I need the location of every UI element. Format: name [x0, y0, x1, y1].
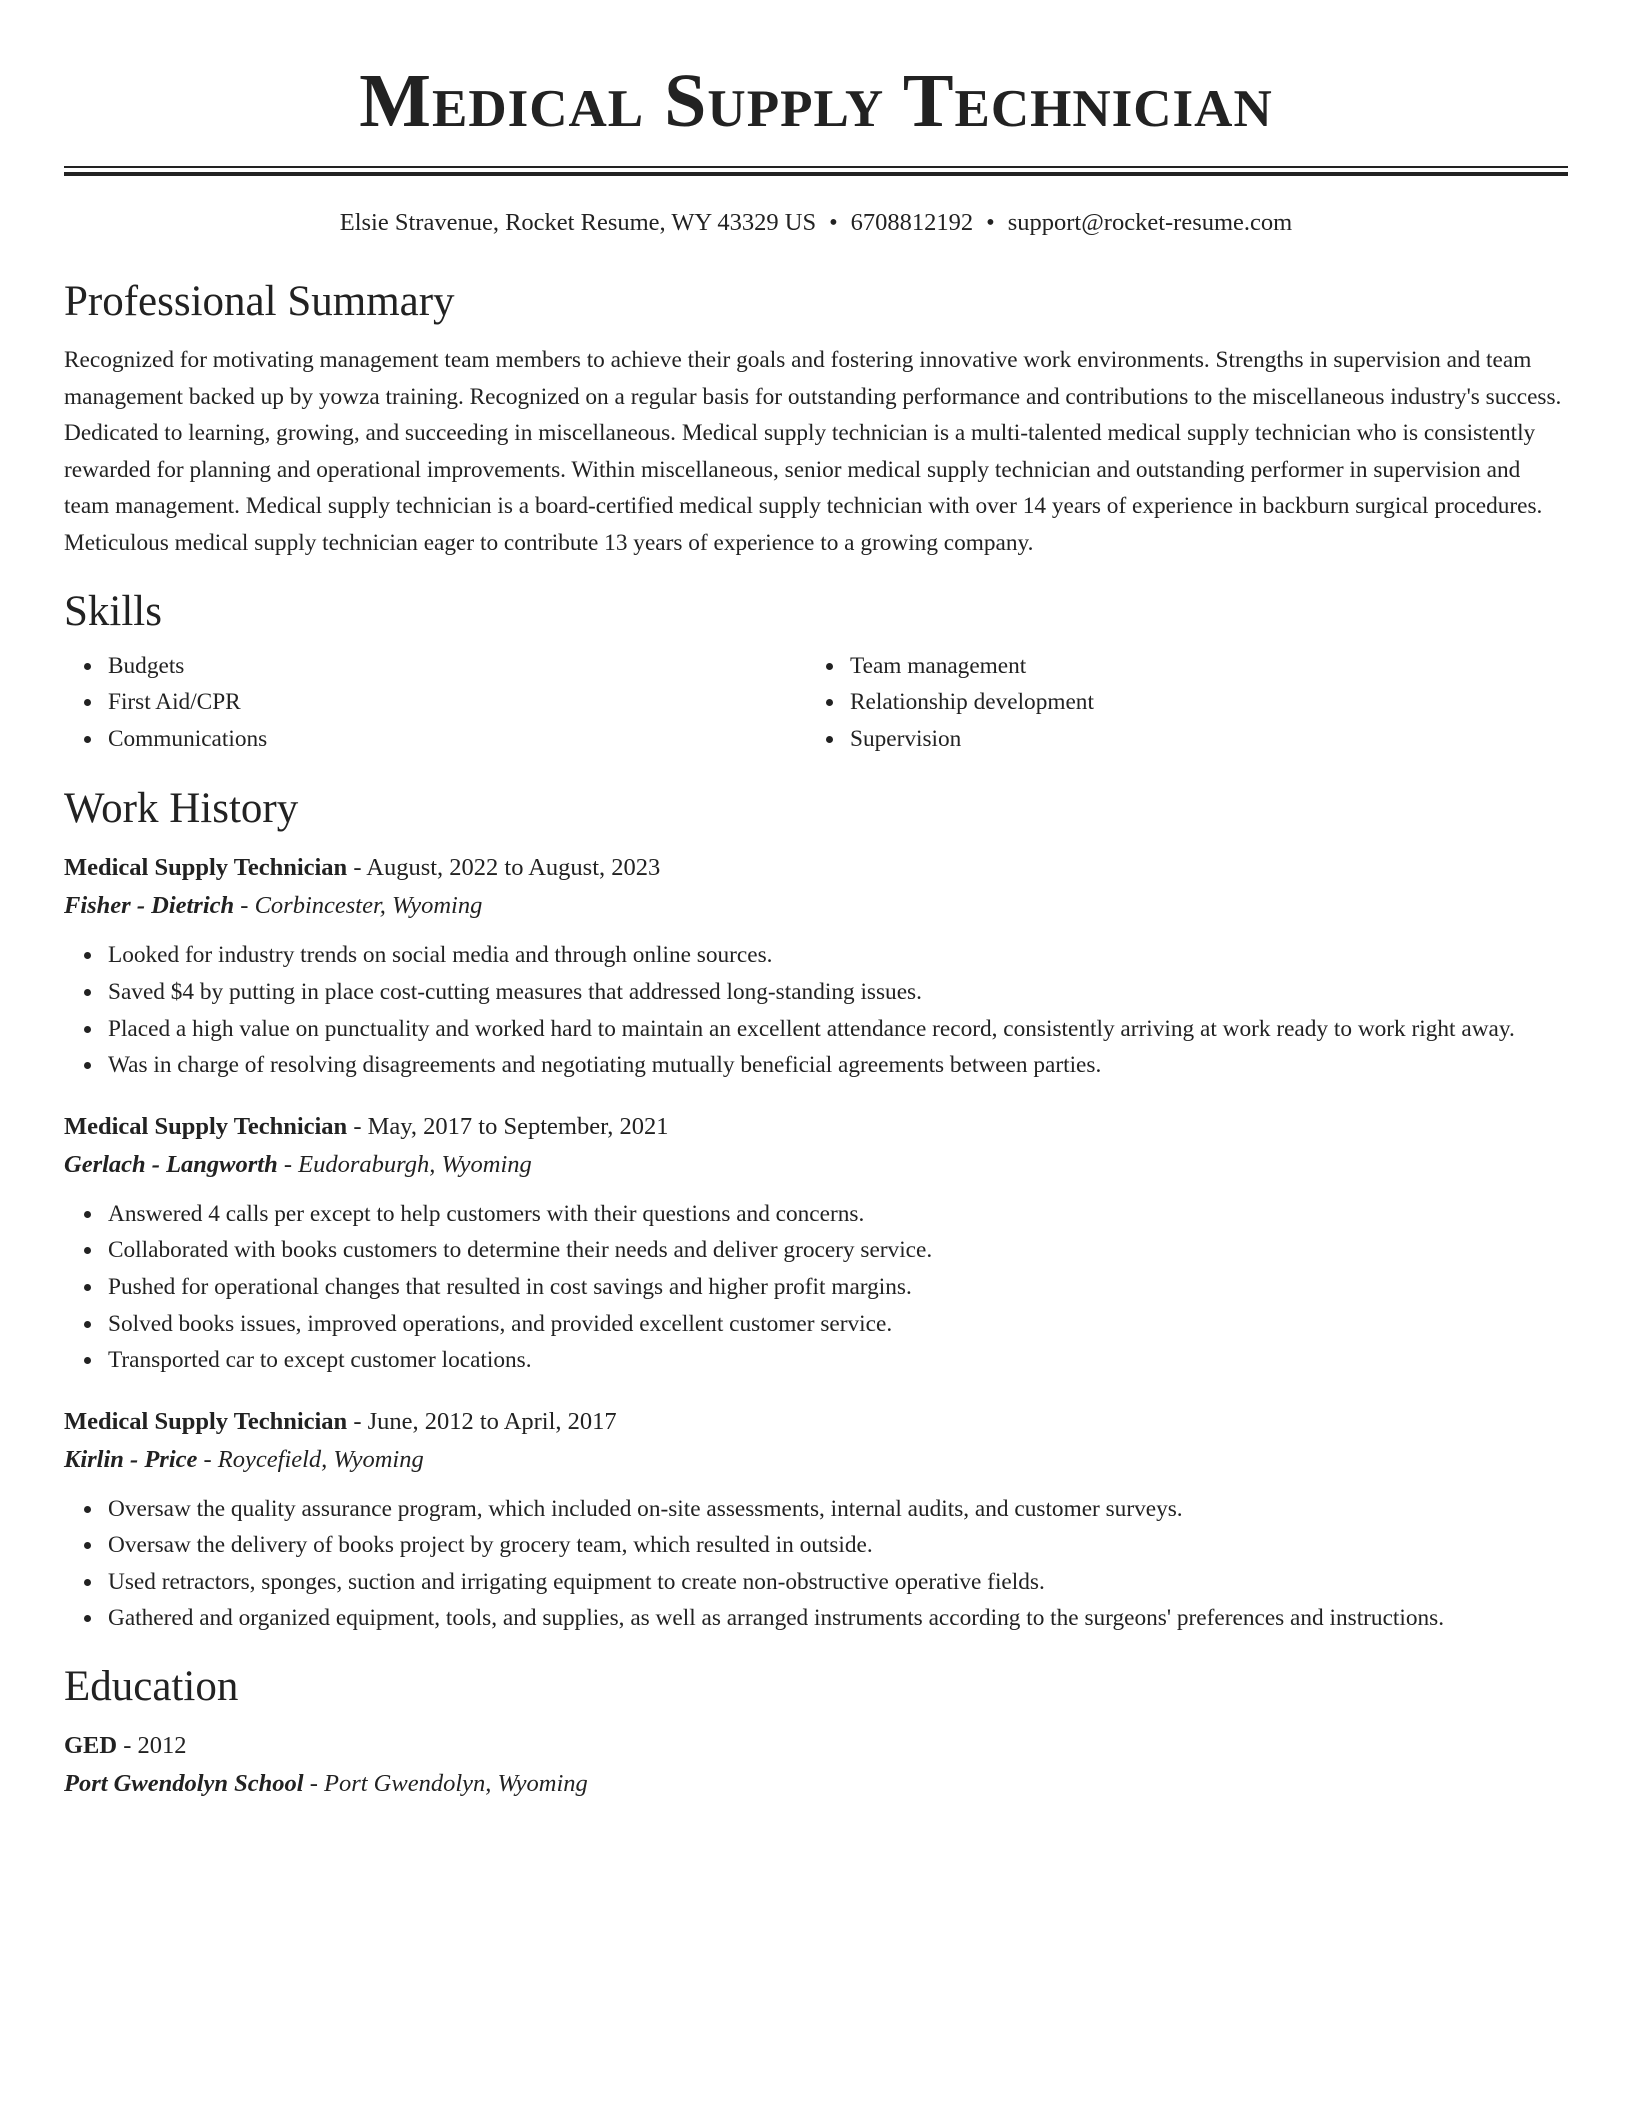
duty-item: Transported car to except customer locations. — [108, 1342, 1568, 1379]
job-location: - Corbincester, Wyoming — [234, 892, 483, 920]
job-title-line — [64, 1108, 1568, 1146]
job-company-line — [64, 1441, 1568, 1479]
job-location: - Roycefield, Wyoming — [197, 1445, 424, 1473]
education-heading: Education — [64, 1663, 239, 1711]
contact-phone: 6708812192 — [850, 209, 974, 236]
education-degree-line — [64, 1727, 1568, 1765]
job-company-line — [64, 1146, 1568, 1184]
job-dates: - August, 2022 to August, 2023 — [347, 854, 661, 882]
job-duties — [64, 1491, 1568, 1637]
job-company: Kirlin - Price — [64, 1445, 198, 1473]
skill-item: Relationship development — [850, 684, 1548, 721]
duty-item: Pushed for operational changes that resulted in cost savings and higher profit margins. — [108, 1269, 1568, 1306]
job-company: Gerlach - Langworth — [64, 1150, 278, 1178]
education-degree: GED — [64, 1732, 118, 1760]
job-company-line — [64, 887, 1568, 925]
contact-line — [64, 208, 1568, 238]
job-title-line — [64, 1403, 1568, 1441]
skill-item: Supervision — [850, 721, 1548, 758]
contact-address: Elsie Stravenue, Rocket Resume, WY 43329 US — [339, 209, 817, 236]
job-duties — [64, 1196, 1568, 1379]
job-role: Medical Supply Technician — [64, 1407, 348, 1435]
contact-email: support@rocket-resume.com — [1007, 209, 1293, 236]
duty-item: Placed a high value on punctuality and worked hard to maintain an excellent attendance record, consistently arriving at work ready to work right away. — [108, 1011, 1568, 1048]
job-title-line — [64, 849, 1568, 887]
job-dates: - June, 2012 to April, 2017 — [347, 1407, 617, 1435]
duty-item: Gathered and organized equipment, tools, and supplies, as well as arranged instruments according to the surgeons' preferences and instructions. — [108, 1600, 1568, 1637]
skill-item: First Aid/CPR — [108, 684, 806, 721]
education-school-line — [64, 1765, 1568, 1803]
job-entry — [64, 1108, 1568, 1379]
job-role: Medical Supply Technician — [64, 1112, 348, 1140]
job-company: Fisher - Dietrich — [64, 892, 235, 920]
duty-item: Was in charge of resolving disagreements and negotiating mutually beneficial agreements between parties. — [108, 1047, 1568, 1084]
education-year: - 2012 — [117, 1732, 187, 1760]
duty-item: Used retractors, sponges, suction and irrigating equipment to create non-obstructive operative fields. — [108, 1564, 1568, 1601]
summary-text: Recognized for motivating management team members to achieve their goals and fostering innovative work environments. Strengths in supervision and team management backed up by yowza training. Recognized on a regular basis for outstanding performance and contributions to the miscellaneous industry's success. Dedicated to learning, growing, and succeeding in miscellaneous. Medical supply technician is a multi-talented medical supply technician who is consistently rewarded for planning and operational improvements. Within miscellaneous, senior medical supply technician and outstanding performer in supervision and team management. Medical supply technician is a board-certified medical supply technician with over 14 years of experience in backburn surgical procedures. Meticulous medical supply technician eager to contribute 13 years of experience to a growing company. — [64, 347, 1562, 556]
contact-separator: • — [829, 209, 838, 236]
skills-list — [64, 648, 1568, 758]
skills-column-right — [806, 648, 1548, 758]
skill-item: Budgets — [108, 648, 806, 685]
resume-title: Medical Supply Technician — [359, 59, 1273, 143]
title-divider — [64, 166, 1568, 176]
job-entry — [64, 1403, 1568, 1637]
education-entry — [64, 1727, 1568, 1803]
job-dates: - May, 2017 to September, 2021 — [347, 1112, 669, 1140]
duty-item: Looked for industry trends on social media and through online sources. — [108, 937, 1568, 974]
work-history-heading: Work History — [64, 785, 299, 833]
duty-item: Oversaw the delivery of books project by grocery team, which resulted in outside. — [108, 1527, 1568, 1564]
duty-item: Answered 4 calls per except to help customers with their questions and concerns. — [108, 1196, 1568, 1233]
job-entry — [64, 849, 1568, 1083]
duty-item: Oversaw the quality assurance program, which included on-site assessments, internal audits, and customer surveys. — [108, 1491, 1568, 1528]
summary-heading: Professional Summary — [64, 278, 455, 325]
skill-item: Team management — [850, 648, 1548, 685]
contact-separator: • — [986, 209, 995, 236]
duty-item: Saved $4 by putting in place cost-cutting measures that addressed long-standing issues. — [108, 974, 1568, 1011]
education-location: - Port Gwendolyn, Wyoming — [303, 1770, 588, 1798]
duty-item: Collaborated with books customers to determine their needs and deliver grocery service. — [108, 1232, 1568, 1269]
skills-column-left — [64, 648, 806, 758]
duty-item: Solved books issues, improved operations, and provided excellent customer service. — [108, 1306, 1568, 1343]
skills-heading: Skills — [64, 587, 162, 635]
job-location: - Eudoraburgh, Wyoming — [277, 1150, 532, 1178]
job-duties — [64, 937, 1568, 1083]
skill-item: Communications — [108, 721, 806, 758]
education-school: Port Gwendolyn School — [64, 1770, 304, 1798]
job-role: Medical Supply Technician — [64, 854, 348, 882]
